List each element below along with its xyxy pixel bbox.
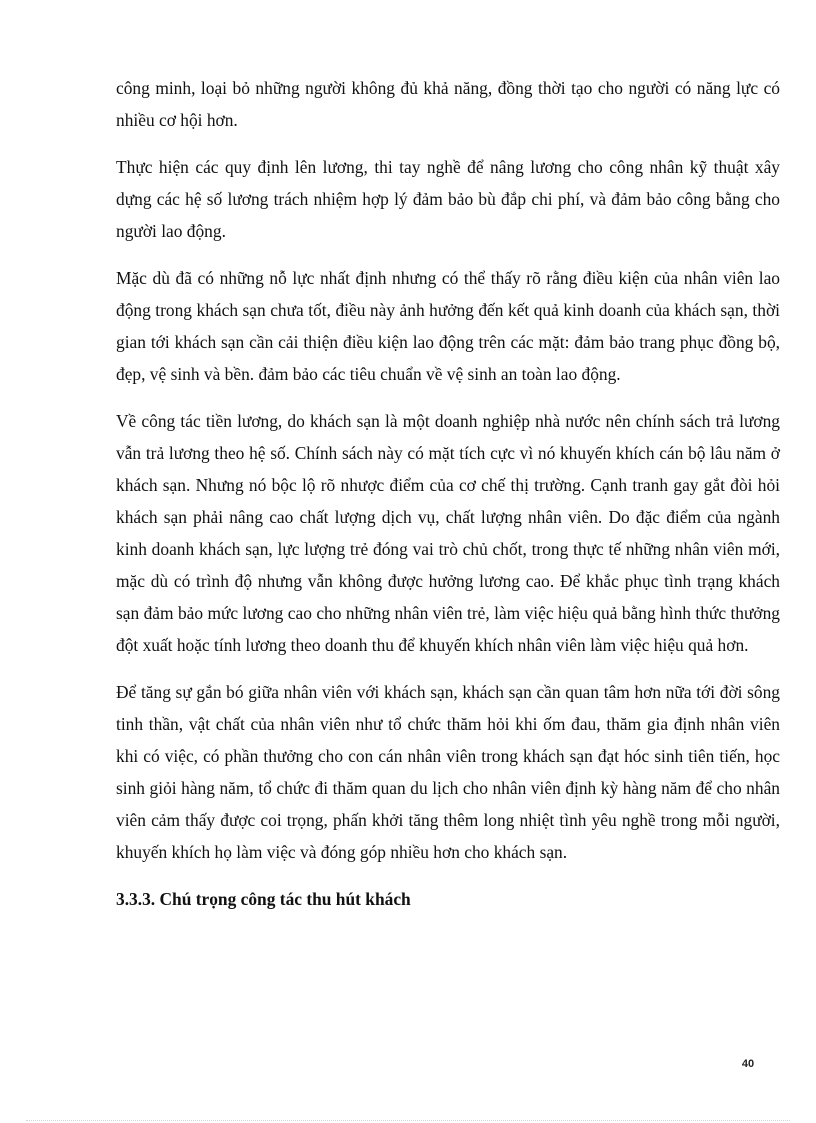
paragraph-salary-regulations: Thực hiện các quy định lên lương, thi tay nghề để nâng lương cho công nhân kỹ thuật xây dựng các hệ số lương trách nhiệm hợp lý đảm bảo bù đắp chi phí, và đảm bảo công bằng cho người lao động. xyxy=(116,157,780,241)
section-heading: 3.3.3. Chú trọng công tác thu hút khách xyxy=(116,889,411,909)
page-number: 40 xyxy=(741,1058,755,1070)
body-text xyxy=(116,72,780,915)
paragraph-employee-welfare: Để tăng sự gắn bó giữa nhân viên với khách sạn, khách sạn cần quan tâm hơn nữa tới đời sông tinh thần, vật chất của nhân viên như tổ chức thăm hỏi khi ốm đau, thăm gia định nhân viên khi có việc, có phần thưởng cho con cán nhân viên trong khách sạn đạt hóc sinh tiên tiến, học sinh giỏi hàng năm, tổ chức đi thăm quan du lịch cho nhân viên định kỳ hàng năm để cho nhân viên cảm thấy được coi trọng, phấn khởi tăng thêm long nhiệt tình yêu nghề trong mỗi người, khuyến khích họ làm việc và đóng góp nhiều hơn cho khách sạn. xyxy=(116,682,780,862)
paragraph-working-conditions: Mặc dù đã có những nỗ lực nhất định nhưng có thể thấy rõ rằng điều kiện của nhân viên lao động trong khách sạn chưa tốt, điều này ảnh hưởng đến kết quả kinh doanh của khách sạn, thời gian tới khách sạn cần cải thiện điều kiện lao động trên các mặt: đảm bảo trang phục đồng bộ, đẹp, vệ sinh và bền. đảm bảo các tiêu chuẩn về vệ sinh an toàn lao động. xyxy=(116,268,780,384)
paragraph-merit-continuation: công minh, loại bỏ những người không đủ khả năng, đồng thời tạo cho người có năng lực có nhiều cơ hội hơn. xyxy=(116,78,780,130)
page-bottom-divider xyxy=(26,1120,790,1121)
paragraph-wage-policy: Về công tác tiền lương, do khách sạn là một doanh nghiệp nhà nước nên chính sách trả lương vẫn trả lương theo hệ số. Chính sách này có mặt tích cực vì nó khuyến khích cán bộ lâu năm ở khách sạn. Nhưng nó bộc lộ rõ nhược điểm của cơ chế thị trường. Cạnh tranh gay gắt đòi hỏi khách sạn phải nâng cao chất lượng dịch vụ, chất lượng nhân viên. Do đặc điểm của ngành kinh doanh khách sạn, lực lượng trẻ đóng vai trò chủ chốt, trong thực tế những nhân viên mới, mặc dù có trình độ nhưng vẫn không được hưởng lương cao. Để khắc phục tình trạng khách sạn đảm bảo mức lương cao cho những nhân viên trẻ, làm việc hiệu quả bằng hình thức thưởng đột xuất hoặc tính lương theo doanh thu để khuyến khích nhân viên làm việc hiệu quả hơn. xyxy=(116,411,780,655)
